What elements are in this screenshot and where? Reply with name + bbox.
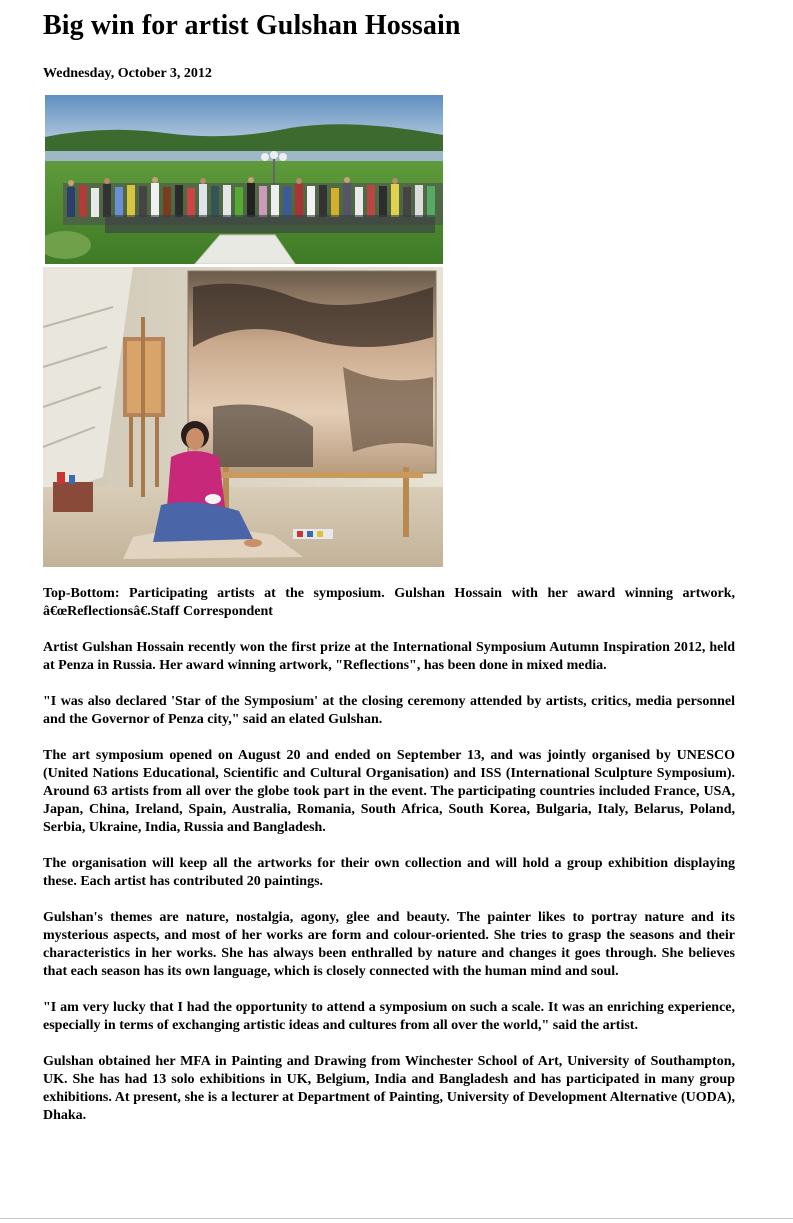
bottom-divider — [0, 1218, 793, 1219]
body-paragraph: Gulshan obtained her MFA in Painting and Drawing from Winchester School of Art, University of Southampton, UK. She has had 13 solo exhibitions in UK, Belgium, India and Bangladesh and has participated in many group exhibitions. At present, she is a lecturer at Department of Painting, University of Development Alternative (UODA), Dhaka. — [43, 1054, 735, 1123]
body-paragraph: "I was also declared 'Star of the Symposium' at the closing ceremony attended by artists, critics, media personnel and the Governor of Penza city," said an elated Gulshan. — [43, 694, 735, 727]
body-paragraph: Artist Gulshan Hossain recently won the first prize at the International Symposium Autumn Inspiration 2012, held at Penza in Russia. Her award winning artwork, "Reflections", has been done in mixed media. — [43, 640, 735, 673]
body-paragraph: Gulshan's themes are nature, nostalgia, agony, glee and beauty. The painter likes to portray nature and its mysterious aspects, and most of her works are form and colour-oriented. She tries to grasp the seasons and their characteristics in her works. She has always been enthralled by nature and changes it goes through. She believes that each season has its own language, which is closely connected with the human mind and soul. — [43, 910, 735, 979]
dateline: Wednesday, October 3, 2012 — [43, 66, 212, 81]
headline: Big win for artist Gulshan Hossain — [43, 10, 461, 41]
artist-studio-photo — [43, 267, 443, 567]
photo-caption: Top-Bottom: Participating artists at the symposium. Gulshan Hossain with her award winning artwork, â€œReflectionsâ€.Staff Correspondent — [43, 586, 735, 619]
article — [43, 0, 735, 1125]
body-paragraph: The art symposium opened on August 20 and ended on September 13, and was jointly organised by UNESCO (United Nations Educational, Scientific and Cultural Organisation) and ISS (International Sculpture Symposium). Around 63 artists from all over the globe took part in the event. The participating countries included France, USA, Japan, China, Ireland, Spain, Australia, Romania, South Africa, South Korea, Bulgaria, Italy, Belarus, Poland, Serbia, Ukraine, India, Russia and Bangladesh. — [43, 748, 735, 835]
group-photo — [45, 95, 443, 264]
body-paragraph: The organisation will keep all the artworks for their own collection and will hold a group exhibition displaying these. Each artist has contributed 20 paintings. — [43, 856, 735, 889]
body-paragraph: "I am very lucky that I had the opportunity to attend a symposium on such a scale. It was an enriching experience, especially in terms of exchanging artistic ideas and cultures from all over the world," said the artist. — [43, 1000, 735, 1033]
